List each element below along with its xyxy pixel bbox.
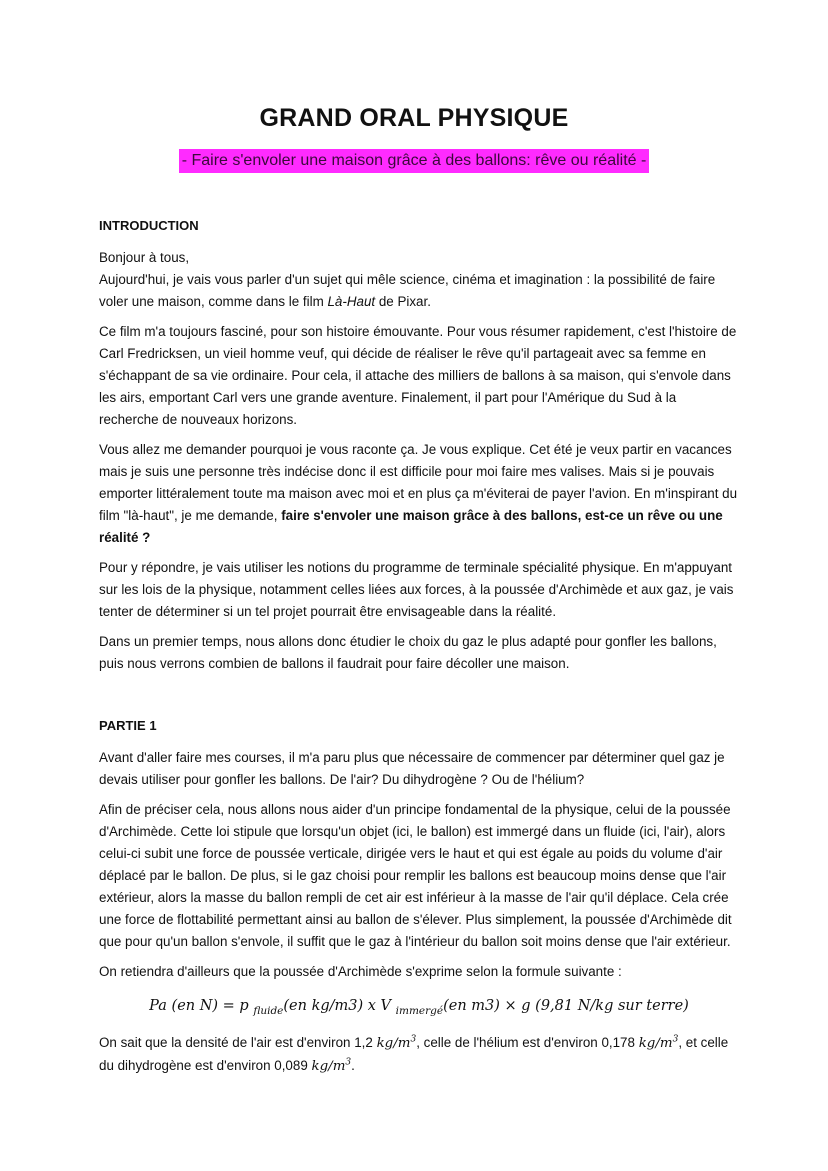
intro-paragraph-2: Ce film m'a toujours fasciné, pour son histoire émouvante. Pour vous résumer rapidement, c'est l'histoire de Carl Fredricksen, un vieil homme veuf, qui décide de réaliser le rêve qu'il partageait avec sa femme en s'échappant de sa vie ordinaire. Pour cela, il attache des milliers de ballons à sa maison, qui s'envole dans les airs, emportant Carl vers une grande aventure. Finalement, il part pour l'Amérique du Sud à la recherche de nouveaux horizons. (99, 324, 737, 427)
intro-greeting: Bonjour à tous, (99, 250, 190, 265)
part1-paragraph-1: Avant d'aller faire mes courses, il m'a paru plus que nécessaire de commencer par déterminer quel gaz je devais utiliser pour gonfler les ballons. De l'air? Du dihydrogène ? Ou de l'hélium? (99, 750, 725, 787)
part1-paragraph-4 (99, 1032, 739, 1078)
intro-p1-end: de Pixar. (375, 294, 431, 309)
unit-exponent: 3 (410, 1034, 417, 1045)
unit-exponent: 3 (672, 1034, 679, 1045)
subtitle-container (0, 149, 828, 173)
density-unit-air (377, 1036, 417, 1051)
intro-p3-start: Vous allez me demander pourquoi je vous raconte ça. Je vous explique. Cet été je veux partir en vacances mais je suis une personne très indécise donc il est difficile pour moi faire mes valises. Mais si je pouvais emporter littéralement toute ma maison avec moi et en plus ça m'éviterai de payer l'avion. En m'inspirant du film "là-haut", je me demande, (99, 442, 738, 523)
part1-paragraph-2: Afin de préciser cela, nous allons nous aider d'un principe fondamental de la physique, celui de la poussée d'Archimède. Cette loi stipule que lorsqu'un objet (ici, le ballon) est immergé dans un fluide (ici, l'air), alors celui-ci subit une force de poussée verticale, dirigée vers le haut et qui est égale au poids du volume d'air déplacé par le ballon. De plus, si le gaz choisi pour remplir les ballons est beaucoup moins dense que l'air extérieur, alors la masse du ballon rempli de cet air est inférieur à la masse de l'air qu'il déplace. Cela crée une force de flottabilité permettant ainsi au ballon de s'élever. Plus simplement, la poussée d'Archimède dit que pour qu'un ballon s'envole, il suffit que le gaz à l'intérieur du ballon soit moins dense que l'air extérieur. (99, 802, 732, 949)
density-unit-helium (639, 1036, 679, 1051)
unit-text: kg/m (638, 1035, 673, 1051)
unit-text: kg/m (376, 1035, 411, 1051)
unit-text: kg/m (311, 1058, 346, 1074)
density-unit-hydrogen (312, 1059, 352, 1074)
intro-paragraph-1 (99, 269, 739, 313)
density-text-1: On sait que la densité de l'air est d'environ 1,2 (99, 1034, 377, 1050)
subtitle-highlight: - Faire s'envoler une maison grâce à des ballons: rêve ou réalité - (179, 149, 650, 173)
intro-p1-start: Aujourd'hui, je vais vous parler d'un sujet qui mêle science, cinéma et imagination : la possibilité de faire voler une maison, comme dans le film (99, 272, 716, 309)
film-title: Là-Haut (327, 294, 376, 309)
intro-paragraph-4: Pour y répondre, je vais utiliser les notions du programme de terminale spécialité physique. En m'appuyant sur les lois de la physique, notamment celles liées aux forces, à la poussée d'Archimède et aux gaz, je vais tenter de déterminer si un tel projet pourrait être envisageable dans la réalité. (99, 560, 734, 619)
formula-part-2: (en kg/m3) x V (283, 998, 396, 1014)
density-text-2: , celle de l'hélium est d'environ 0,178 (416, 1034, 639, 1050)
page-title: GRAND ORAL PHYSIQUE (259, 104, 569, 132)
part1-heading: PARTIE 1 (99, 718, 157, 733)
density-text-3: , et celle du dihydrogène est d'environ 0,089 (99, 1034, 729, 1073)
intro-paragraph-5: Dans un premier temps, nous allons donc étudier le choix du gaz le plus adapté pour gonfler les ballons, puis nous verrons combien de ballons il faudrait pour faire décoller une maison. (99, 634, 717, 671)
part1-paragraph-3: On retiendra d'ailleurs que la poussée d'Archimède s'exprime selon la formule suivante : (99, 964, 622, 979)
formula-part-1: Pa (en N) = p (149, 998, 254, 1014)
document-body (99, 215, 739, 1078)
problematic-question: faire s'envoler une maison grâce à des ballons, est-ce un rêve ou une réalité ? (99, 508, 723, 545)
intro-heading: INTRODUCTION (99, 218, 199, 233)
density-text-4: . (351, 1057, 355, 1073)
archimedes-formula (99, 995, 739, 1022)
formula-sub-fluide: fluide (253, 1004, 284, 1017)
formula-sub-immerge: immergé (395, 1004, 444, 1017)
formula-part-3: (en m3) × g (9,81 N/kg sur terre) (443, 998, 689, 1014)
unit-exponent: 3 (345, 1057, 352, 1068)
intro-paragraph-3 (99, 439, 739, 549)
